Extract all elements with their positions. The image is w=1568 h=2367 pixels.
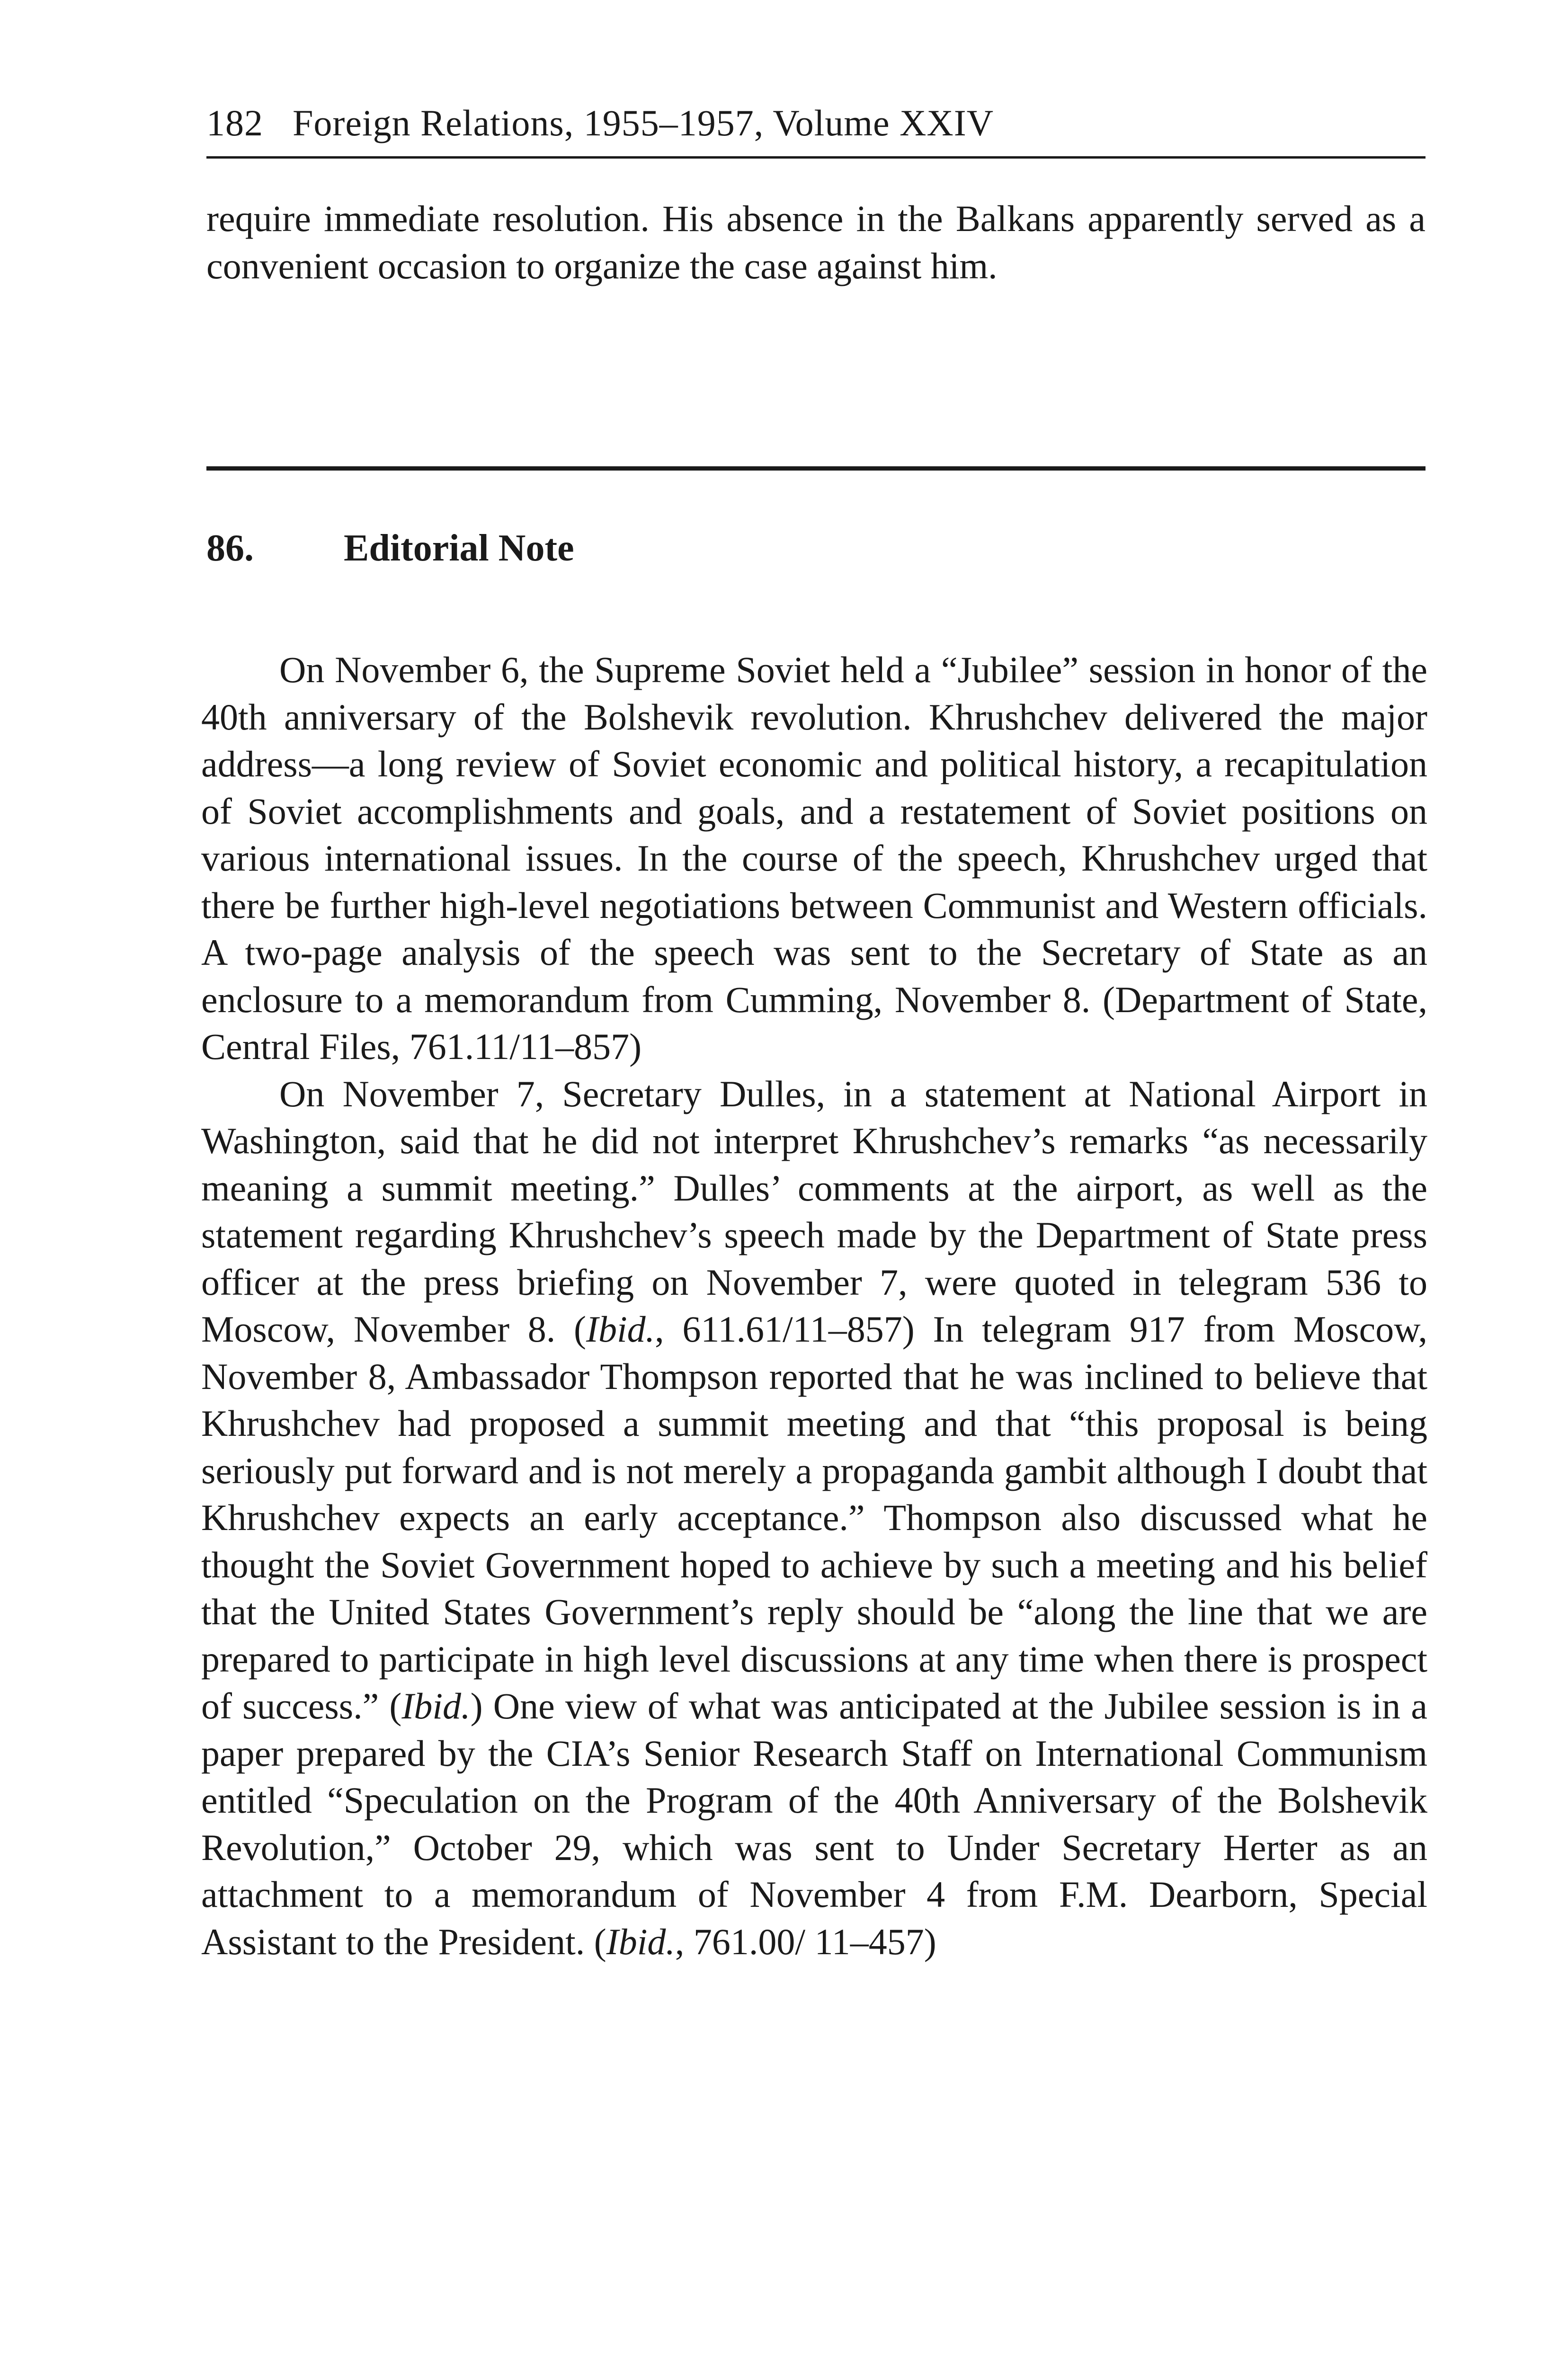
carryover-text: require immediate resolution. His absence in the Balkans apparently served as a convenient occasion to organize the case against him. bbox=[206, 198, 1425, 286]
section-number: 86. bbox=[206, 527, 254, 569]
ibid-citation: Ibid. bbox=[606, 1921, 675, 1962]
paragraph-1 bbox=[201, 646, 1427, 1070]
ibid-citation: Ibid. bbox=[401, 1685, 471, 1726]
paragraph-1-text: On November 6, the Supreme Soviet held a “Jubilee” session in honor of the 40th anniversary of the Bolshevik revolution. Khrushchev delivered the major address—a long review of Soviet economic and political history, a recapitulation of Soviet accomplishments and goals, and a restatement of Soviet positions on various international issues. In the course of the speech, Khrushchev urged that there be further high-level negotiations between Communist and Western officials. A two-page analysis of the speech was sent to the Secretary of State as an enclosure to a memorandum from Cumming, November 8. (Department of State, Central Files, 761.11/11–857) bbox=[201, 649, 1427, 1067]
paragraph-2 bbox=[201, 1070, 1427, 1966]
paragraph-2-segment: , 611.61/11–857) In telegram 917 from Moscow, November 8, Ambassador Thompson reported that he was inclined to believe that Khrushchev had proposed a summit meeting and that “this proposal is being seriously put forward and is not merely a propaganda gambit although I doubt that Khrushchev expects an early acceptance.” Thompson also discussed what he thought the Soviet Government hoped to achieve by such a meeting and his belief that the United States Government’s reply should be “along the line that we are prepared to participate in high level discussions at any time when there is prospect of success.” ( bbox=[201, 1308, 1427, 1726]
paragraph-2-segment: On November 7, Secretary Dulles, in a statement at National Airport in Washington, said that he did not interpret Khrushchev’s remarks “as necessarily meaning a summit meeting.” Dulles’ comments at the airport, as well as the statement regarding Khrushchev’s speech made by the Department of State press officer at the press briefing on November 7, were quoted in telegram 536 to Moscow, November 8. ( bbox=[201, 1073, 1427, 1350]
page-number: 182 bbox=[206, 102, 263, 143]
editorial-note-body bbox=[201, 646, 1427, 1965]
paragraph-2-segment: ) One view of what was anticipated at the Jubilee session is in a paper prepared by the CIA’s Senior Research Staff on International Communism entitled “Speculation on the Program of the 40th Anniversary of the Bolshevik Revolution,” October 29, which was sent to Under Secretary Herter as an attachment to a memorandum of November 4 from F.M. Dearborn, Special Assistant to the President. ( bbox=[201, 1685, 1427, 1962]
running-head-title: Foreign Relations, 1955–1957, Volume XXIV bbox=[293, 102, 994, 143]
ibid-citation: Ibid. bbox=[586, 1308, 655, 1350]
running-head bbox=[206, 99, 1425, 159]
carryover-paragraph bbox=[206, 195, 1425, 290]
paragraph-2-segment: , 761.00/ 11–457) bbox=[675, 1921, 936, 1962]
section-divider-rule bbox=[206, 466, 1425, 471]
section-heading bbox=[206, 525, 574, 572]
section-title: Editorial Note bbox=[344, 527, 574, 569]
